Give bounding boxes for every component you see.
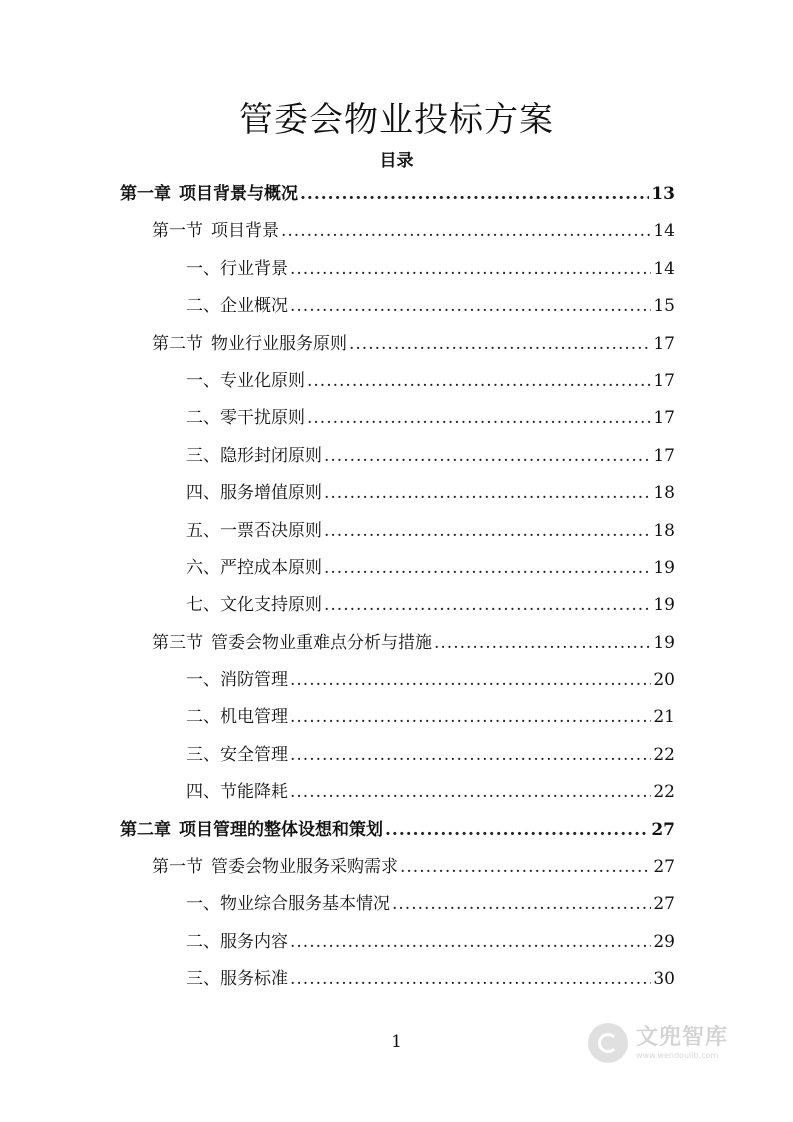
toc-entry-page: 18	[653, 483, 675, 504]
toc-entry-text: 专业化原则	[220, 370, 305, 391]
toc-entry-prefix: 二、	[186, 296, 220, 317]
toc-entry-text: 管委会物业服务采购需求	[211, 857, 398, 878]
toc-entry-text: 项目背景与概况	[179, 184, 298, 204]
toc-entry-page: 27	[651, 819, 675, 840]
toc-entry-text: 安全管理	[220, 744, 288, 765]
toc-dot-leader	[290, 699, 651, 736]
watermark-url: www.wendoulib.com	[636, 1050, 719, 1060]
toc-entry-item[interactable]	[120, 400, 675, 437]
toc-heading: 目录	[379, 151, 414, 171]
toc-entry-text: 服务增值原则	[220, 483, 322, 504]
toc-dot-leader	[307, 363, 651, 400]
toc-entry-prefix: 第一节	[152, 857, 203, 878]
toc-entry-label	[186, 288, 288, 325]
toc-entry-page: 30	[653, 969, 675, 990]
toc-entry-item[interactable]	[120, 513, 675, 550]
toc-entry-prefix: 五、	[186, 520, 220, 541]
toc-entry-prefix: 第三节	[152, 632, 203, 653]
toc-entry-page: 14	[653, 221, 675, 242]
toc-dot-leader	[400, 849, 651, 886]
toc-entry-label	[186, 513, 322, 550]
toc-entry-text: 机电管理	[220, 707, 288, 728]
toc-entry-label	[186, 886, 390, 923]
toc-entry-text: 服务内容	[220, 931, 288, 952]
toc-entry-page: 22	[653, 744, 675, 765]
toc-entry-label	[186, 961, 288, 998]
table-of-contents	[120, 176, 675, 999]
toc-entry-page: 18	[653, 520, 675, 541]
toc-entry-item[interactable]	[120, 961, 675, 998]
toc-entry-item[interactable]	[120, 475, 675, 512]
toc-entry-label	[186, 550, 322, 587]
toc-entry-item[interactable]	[120, 587, 675, 624]
toc-entry-prefix: 二、	[186, 707, 220, 728]
toc-entry-item[interactable]	[120, 924, 675, 961]
toc-entry-item[interactable]	[120, 438, 675, 475]
toc-entry-page: 27	[653, 894, 675, 915]
toc-entry-page: 19	[653, 557, 675, 578]
toc-dot-leader	[290, 251, 651, 288]
toc-entry-prefix: 七、	[186, 595, 220, 616]
toc-entry-page: 17	[653, 333, 675, 354]
toc-entry-text: 隐形封闭原则	[220, 445, 322, 466]
toc-entry-page: 21	[653, 707, 675, 728]
toc-dot-leader	[290, 737, 651, 774]
toc-entry-prefix: 一、	[186, 894, 220, 915]
document-title: 管委会物业投标方案	[239, 100, 554, 140]
toc-entry-prefix: 四、	[186, 782, 220, 803]
toc-dot-leader	[324, 438, 651, 475]
toc-entry-page: 19	[653, 595, 675, 616]
toc-entry-item[interactable]	[120, 251, 675, 288]
toc-entry-prefix: 一、	[186, 258, 220, 279]
toc-entry-page: 22	[653, 782, 675, 803]
toc-entry-prefix: 六、	[186, 557, 220, 578]
toc-dot-leader	[385, 812, 649, 849]
toc-dot-leader	[290, 288, 651, 325]
toc-entry-text: 文化支持原则	[220, 595, 322, 616]
toc-entry-prefix: 第一章	[120, 184, 171, 204]
toc-entry-page: 27	[653, 857, 675, 878]
toc-dot-leader	[300, 176, 649, 213]
toc-entry-text: 一票否决原则	[220, 520, 322, 541]
toc-entry-prefix: 三、	[186, 744, 220, 765]
toc-entry-label	[186, 699, 288, 736]
toc-entry-label	[186, 924, 288, 961]
toc-dot-leader	[290, 662, 651, 699]
toc-entry-label	[186, 438, 322, 475]
toc-dot-leader	[349, 326, 651, 363]
toc-entry-prefix: 第一节	[152, 221, 203, 242]
toc-entry-text: 企业概况	[220, 296, 288, 317]
toc-dot-leader	[281, 213, 651, 250]
toc-entry-text: 物业综合服务基本情况	[220, 894, 390, 915]
toc-entry-label	[120, 176, 298, 213]
wendou-logo-icon	[588, 1023, 628, 1063]
toc-entry-prefix: 三、	[186, 445, 220, 466]
toc-entry-item[interactable]	[120, 550, 675, 587]
toc-entry-label	[186, 475, 322, 512]
toc-entry-label	[152, 625, 432, 662]
toc-entry-label	[186, 400, 305, 437]
toc-entry-text: 项目背景	[211, 221, 279, 242]
toc-entry-prefix: 二、	[186, 931, 220, 952]
toc-entry-item[interactable]	[120, 699, 675, 736]
toc-dot-leader	[307, 400, 651, 437]
toc-entry-text: 项目管理的整体设想和策划	[179, 819, 383, 840]
toc-entry-item[interactable]	[120, 737, 675, 774]
toc-entry-section[interactable]	[120, 213, 675, 250]
toc-entry-page: 14	[653, 258, 675, 279]
toc-entry-label	[186, 363, 305, 400]
toc-entry-text: 零干扰原则	[220, 408, 305, 429]
toc-dot-leader	[290, 924, 651, 961]
toc-entry-label	[152, 326, 347, 363]
toc-entry-page: 20	[653, 670, 675, 691]
toc-entry-text: 节能降耗	[220, 782, 288, 803]
toc-entry-page: 19	[653, 632, 675, 653]
toc-entry-label	[186, 251, 288, 288]
toc-dot-leader	[290, 774, 651, 811]
toc-entry-page: 29	[653, 931, 675, 952]
toc-entry-item[interactable]	[120, 774, 675, 811]
toc-dot-leader	[324, 550, 651, 587]
toc-entry-text: 物业行业服务原则	[211, 333, 347, 354]
page-number: 1	[391, 1032, 402, 1052]
toc-entry-label	[152, 849, 398, 886]
toc-dot-leader	[290, 961, 651, 998]
toc-entry-label	[152, 213, 279, 250]
toc-entry-label	[186, 774, 288, 811]
toc-entry-prefix: 三、	[186, 969, 220, 990]
watermark	[588, 1018, 758, 1068]
toc-dot-leader	[324, 475, 651, 512]
toc-dot-leader	[324, 587, 651, 624]
toc-entry-section[interactable]	[120, 849, 675, 886]
toc-entry-prefix: 一、	[186, 670, 220, 691]
toc-entry-chapter[interactable]	[120, 176, 675, 213]
toc-entry-label	[186, 737, 288, 774]
toc-entry-page: 17	[653, 408, 675, 429]
toc-entry-label	[186, 662, 288, 699]
toc-entry-item[interactable]	[120, 886, 675, 923]
toc-entry-text: 消防管理	[220, 670, 288, 691]
toc-entry-prefix: 二、	[186, 408, 220, 429]
watermark-name: 文兜智库	[636, 1024, 729, 1050]
toc-entry-item[interactable]	[120, 662, 675, 699]
toc-entry-page: 17	[653, 445, 675, 466]
toc-entry-section[interactable]	[120, 326, 675, 363]
toc-entry-text: 严控成本原则	[220, 557, 322, 578]
toc-entry-page: 17	[653, 370, 675, 391]
toc-entry-label	[186, 587, 322, 624]
toc-entry-item[interactable]	[120, 288, 675, 325]
toc-entry-page: 15	[653, 296, 675, 317]
toc-entry-item[interactable]	[120, 363, 675, 400]
toc-entry-prefix: 第二章	[120, 819, 171, 840]
toc-entry-prefix: 一、	[186, 370, 220, 391]
toc-entry-text: 服务标准	[220, 969, 288, 990]
toc-entry-prefix: 第二节	[152, 333, 203, 354]
toc-entry-text: 行业背景	[220, 258, 288, 279]
toc-entry-page: 13	[651, 184, 675, 204]
toc-dot-leader	[434, 625, 651, 662]
toc-entry-chapter[interactable]	[120, 812, 675, 849]
toc-dot-leader	[324, 513, 651, 550]
toc-dot-leader	[392, 886, 651, 923]
toc-entry-section[interactable]	[120, 625, 675, 662]
toc-entry-label	[120, 812, 383, 849]
toc-entry-prefix: 四、	[186, 483, 220, 504]
toc-entry-text: 管委会物业重难点分析与措施	[211, 632, 432, 653]
